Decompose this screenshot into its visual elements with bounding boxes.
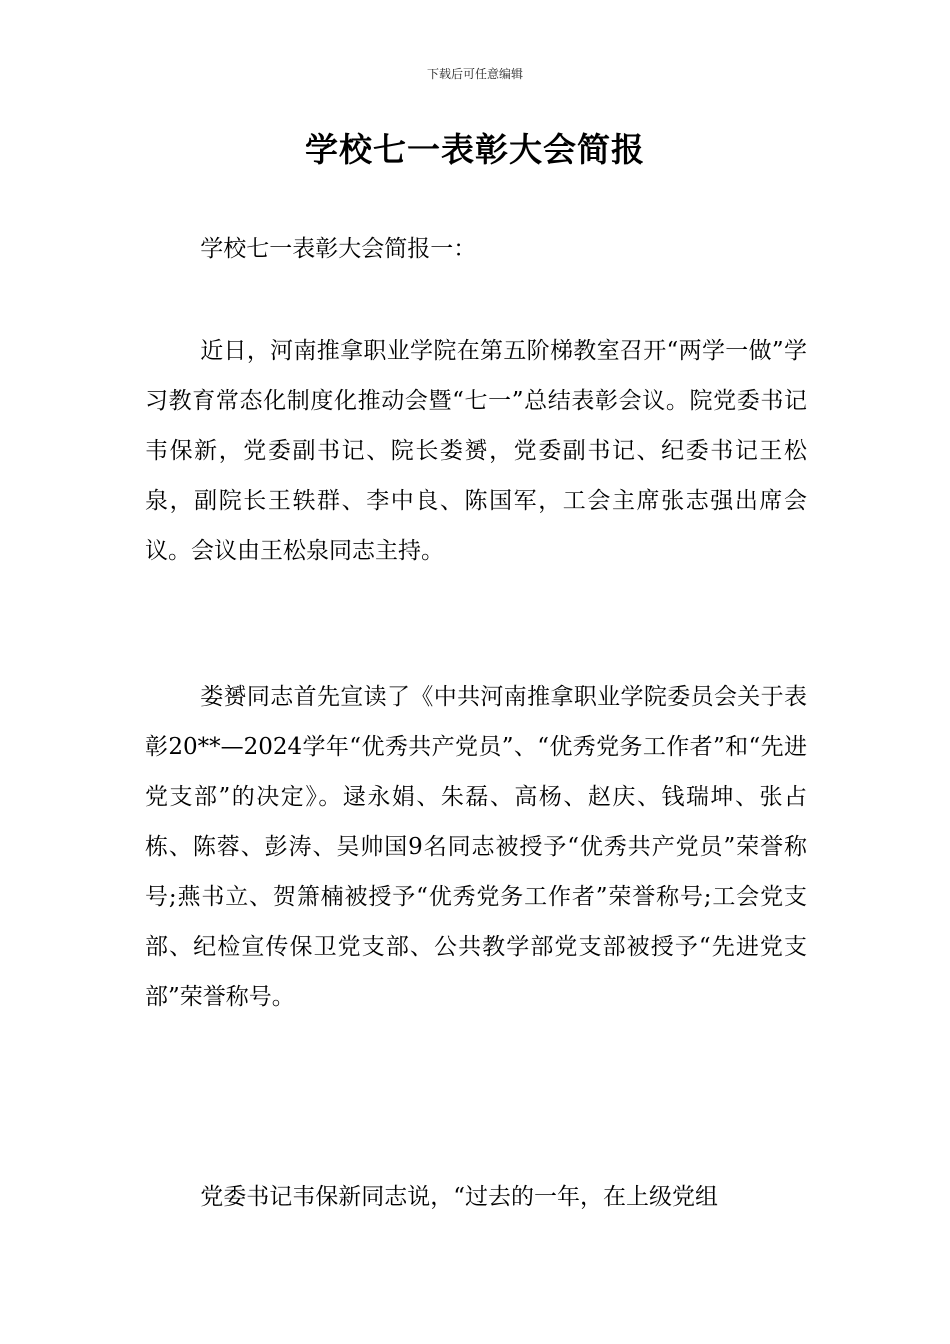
- header-note: 下载后可任意编辑: [426, 67, 523, 81]
- paragraph-1: 近日，河南推拿职业学院在第五阶梯教室召开“两学一做”学习教育常态化制度化推动会暨“七一”总结表彰会议。院党委书记韦保新，党委副书记、院长娄赟，党委副书记、纪委书记王松泉，副院长王轶群、李中良、陈国军，工会主席张志强出席会议。会议由王松泉同志主持。: [145, 338, 807, 564]
- section-subtitle: 学校七一表彰大会简报一：: [200, 236, 477, 262]
- document-title: 学校七一表彰大会简报: [305, 130, 645, 169]
- paragraph-2: 娄赟同志首先宣读了《中共河南推拿职业学院委员会关于表彰20**—2024学年“优秀共产党员”、“优秀党务工作者”和“先进党支部”的决定》。逯永娟、朱磊、高杨、赵庆、钱瑞坤、张占栋、陈蓉、彭涛、吴帅国9名同志被授予“优秀共产党员”荣誉称号;燕书立、贺箫楠被授予“优秀党务工作者”荣誉称号;工会党支部、纪检宣传保卫党支部、公共教学部党支部被授予“先进党支部”荣誉称号。: [145, 684, 807, 1010]
- paragraph-3: 党委书记韦保新同志说，“过去的一年，在上级党组: [200, 1184, 718, 1210]
